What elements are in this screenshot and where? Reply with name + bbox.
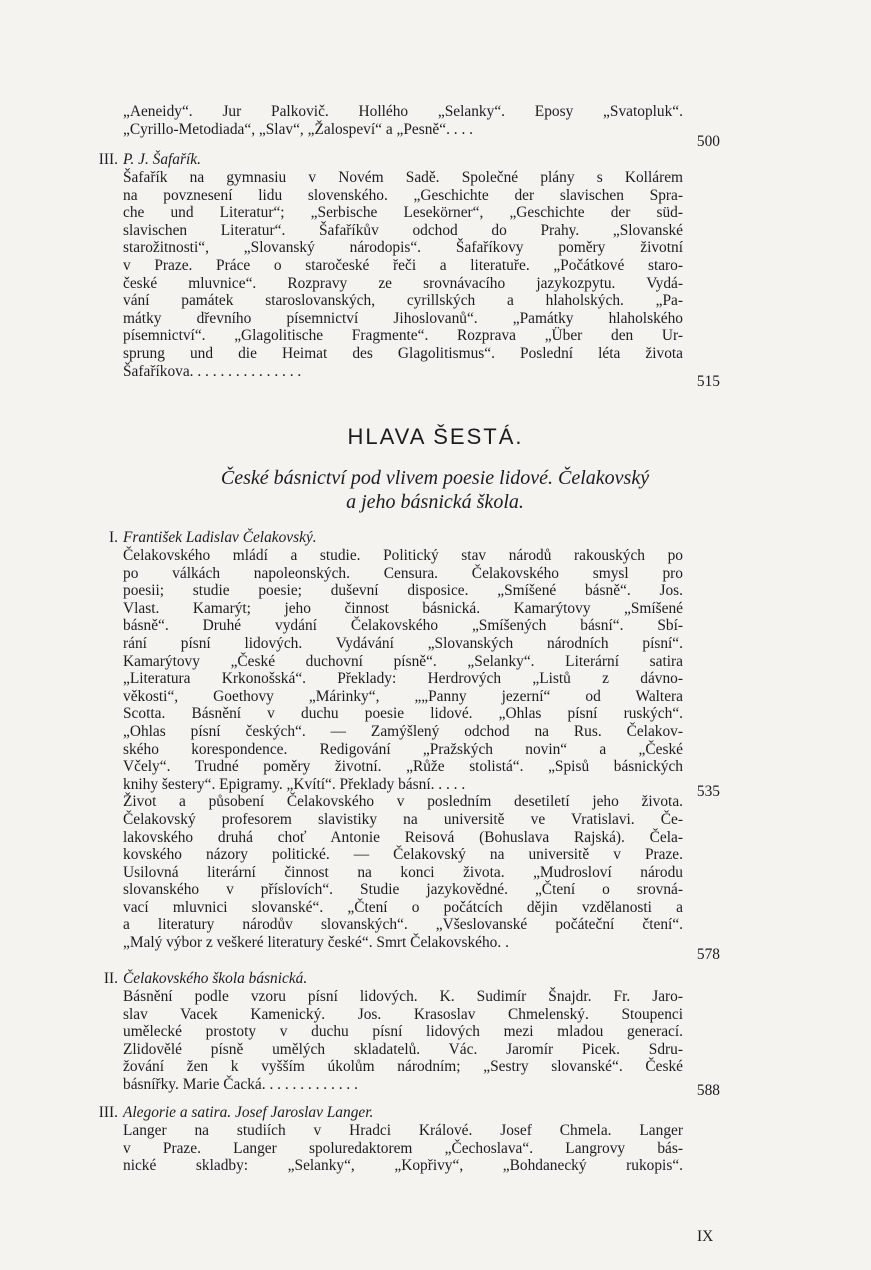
section-title: P. J. Šafařík. (123, 151, 201, 168)
section-title: Čelakovského škola básnická. (123, 970, 308, 987)
text-line: slovanského v příslovích“. Studie jazykovědné. „Čtení o srovná- (123, 881, 683, 899)
text-line: Včely“. Trudné poměry životní. „Růže stolistá“. „Spisů básnických (123, 758, 683, 776)
text-line: Usilovná literární činnost na konci života. „Mudrosloví národu (123, 863, 683, 881)
text-line: mátky dřevního písemnictví Jihoslovanů“. „Památky hlaholského (123, 309, 683, 327)
text-line: Čelakovského mládí a studie. Politický stav národů rakouských po (123, 547, 683, 564)
text-line: básně“. Druhé vydání Čelakovského „Smíšených básní“. Sbí- (123, 617, 683, 635)
text-line: básnířky. Marie Čacká. . . . . . . . . . . . . (123, 1075, 358, 1093)
text-line: lakovského druhá choť Antonie Reisová (Bohuslava Rajská). Čela- (123, 828, 683, 846)
section-i-text (123, 529, 683, 952)
page-number: 515 (696, 373, 720, 390)
text-line: umělecké prostoty v duchu písní lidových mezi mladou generací. (123, 1023, 683, 1041)
text-line: Zlidovělé písně umělých skladatelů. Vác. Jaromír Picek. Sdru- (123, 1040, 683, 1058)
text-line: starožitnosti“, „Slovanský národopis“. Šafaříkovy poměry životní (123, 239, 683, 257)
text-line: Kamarýtovy „České duchovní písně“. „Selanky“. Literární satira (123, 652, 683, 670)
text-line: Život a působení Čelakovského v posledním desetiletí jeho života. (123, 793, 683, 811)
text-line: „Cyrillo-Metodiada“, „Slav“, „Žalospeví“ a „Pesně“. . . . (123, 120, 474, 138)
text-line: věkosti“, Goethovy „Márinky“, „„Panny jezerní“ od Waltera (123, 687, 683, 705)
chapter-title-line: České básnictví pod vlivem poesie lidové. Čelakovský (220, 467, 650, 489)
text-line: „Ohlas písní českých“. — Zamýšlený odchod na Rus. Čelakov- (123, 722, 683, 740)
text-line: Langer na studiích v Hradci Králové. Josef Chmela. Langer (123, 1122, 683, 1139)
text-line: che und Literatur“; „Serbische Lesekörner“, „Geschichte der süd- (123, 204, 683, 222)
text-line: v Praze. Langer spoluredaktorem „Čechoslava“. Langrovy bás- (123, 1139, 683, 1157)
text-line: „Literatura Krkonošská“. Překlady: Herdrových „Listů z dávno- (123, 670, 683, 688)
section-numeral: I. (109, 529, 118, 546)
text-line: žování žen k vyšším úkolům národním; „Sestry slovanské“. České (123, 1058, 683, 1076)
text-line: slav Vacek Kamenický. Jos. Krasoslav Chmelenský. Stoupenci (123, 1005, 683, 1023)
text-line: na povznesení lidu slovenského. „Geschichte der slavischen Spra- (123, 186, 683, 204)
text-line: písemnictví“. „Glagolitische Fragmente“. Rozprava „Über den Ur- (123, 327, 683, 345)
chapter-title (100, 466, 770, 514)
section-iii-pre-text (123, 103, 683, 138)
section-iii-text (123, 151, 683, 380)
text-line: Čelakovský profesorem slavistiky na universitě ve Vratislavi. Če- (123, 810, 683, 828)
text-line: „Malý výbor z veškeré literatury české“. Smrt Čelakovského. . (123, 934, 509, 952)
text-line: rání písní lidových. Vydávání „Slovanských národních písní“. (123, 634, 683, 652)
text-line: Vlast. Kamarýt; jeho činnost básnická. Kamarýtovy „Smíšené (123, 599, 683, 617)
chapter-title-line: a jeho básnická škola. (346, 491, 524, 513)
text-line: po válkách napoleonských. Censura. Čelakovského smysl pro (123, 564, 683, 582)
text-line: slavischen Literatur“. Šafaříkův odchod do Prahy. „Slovanské (123, 221, 683, 239)
text-line: ského korespondence. Redigování „Pražských novin“ a „České (123, 740, 683, 758)
text-line: v Praze. Práce o staročeské řeči a literatuře. „Počátkové staro- (123, 256, 683, 274)
text-line: knihy šestery“. Epigramy. „Kvítí“. Překlady básní. . . . . (123, 775, 466, 793)
text-line: „Aeneidy“. Jur Palkovič. Hollého „Selanky“. Eposy „Svatopluk“. (123, 103, 683, 120)
page-number: 500 (696, 133, 720, 150)
page-number: 535 (696, 783, 720, 800)
page-footer-number: IX (697, 1228, 714, 1245)
section-numeral: III. (98, 1104, 118, 1121)
text-line: Básnění podle vzoru písní lidových. K. Sudimír Šnajdr. Fr. Jaro- (123, 988, 683, 1005)
text-line: Šafařík na gymnasiu v Novém Sadě. Společné plány s Kollárem (123, 169, 683, 186)
text-line: české mluvnice“. Rozpravy ze srovnávacího jazykozpytu. Vydá- (123, 274, 683, 292)
text-line: poesii; studie poesie; duševní disposice. „Smíšené básně“. Jos. (123, 582, 683, 600)
section-numeral: II. (103, 970, 118, 987)
text-line: vací mluvnici slovanské“. „Čtení o počátcích dějin vzdělanosti a (123, 898, 683, 916)
text-line: Scotta. Básnění v duchu poesie lidové. „Ohlas písní ruských“. (123, 705, 683, 723)
section-iii-b-text (123, 1104, 683, 1175)
text-line: vání památek staroslovanských, cyrillských a hlaholských. „Pa- (123, 292, 683, 310)
section-ii-text (123, 970, 683, 1094)
section-title: František Ladislav Čelakovský. (123, 529, 317, 546)
text-line: Šafaříkova. . . . . . . . . . . . . . . (123, 362, 302, 380)
text-line: kovského názory politické. — Čelakovský na universitě v Praze. (123, 846, 683, 864)
text-line: a literatury národův slovanských“. „Všeslovanské počáteční čtení“. (123, 916, 683, 934)
text-line: nické skladby: „Selanky“, „Kopřivy“, „Bohdanecký rukopis“. (123, 1157, 683, 1175)
section-numeral: III. (98, 151, 118, 168)
text-line: sprung und die Heimat des Glagolitismus“. Poslední léta života (123, 344, 683, 362)
page-number: 578 (696, 946, 720, 963)
section-title: Alegorie a satira. Josef Jaroslav Langer. (123, 1104, 374, 1121)
chapter-heading: HLAVA ŠESTÁ. (347, 424, 524, 449)
page-number: 588 (696, 1082, 720, 1099)
